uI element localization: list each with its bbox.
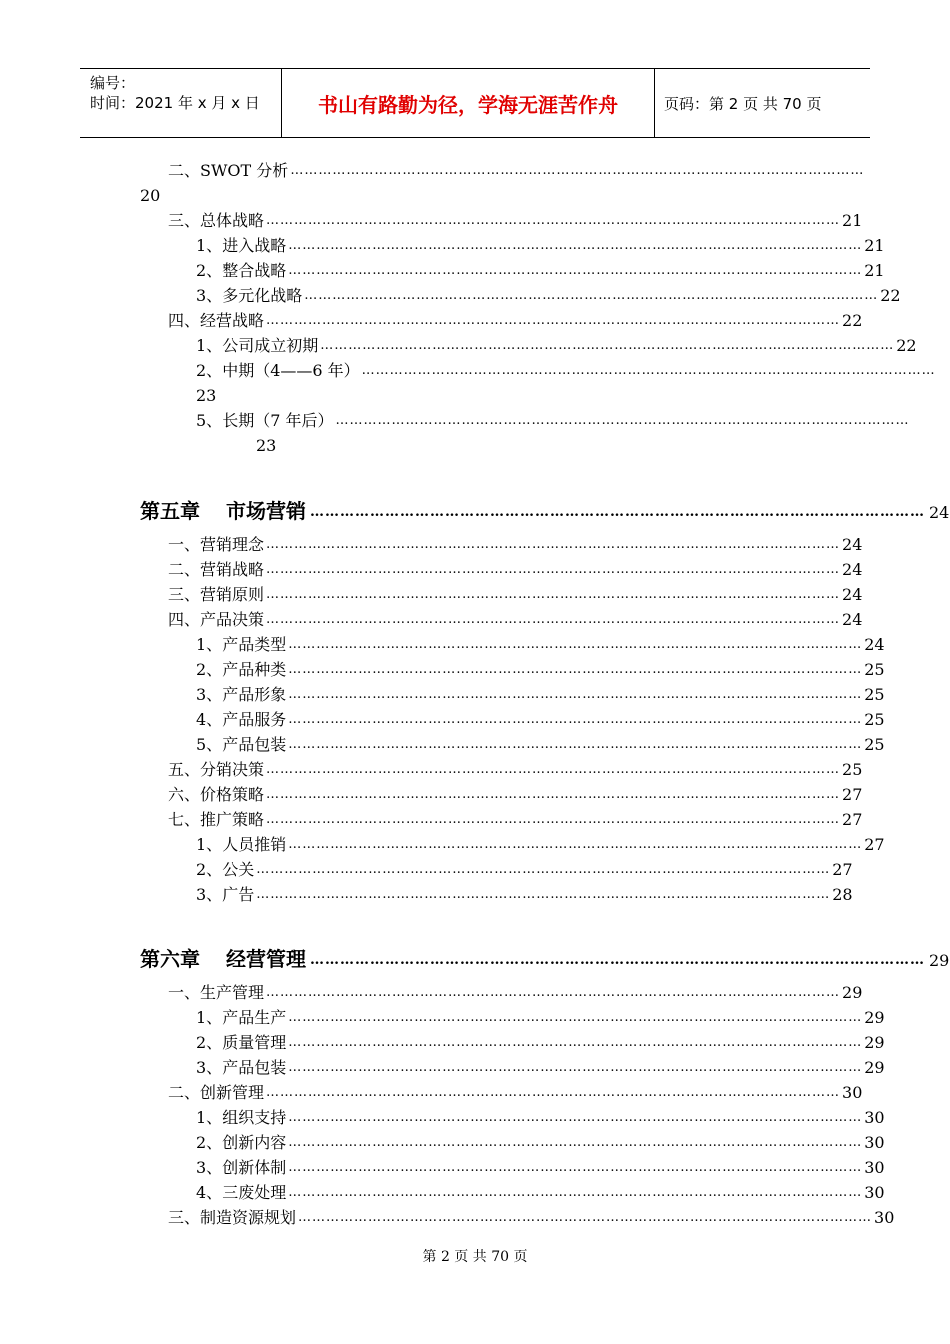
toc-entry-number: 1、 [196, 236, 223, 255]
toc-leader-dots: …………………………………………………………………………………………………………… [288, 1060, 863, 1075]
toc-leader-dots: …………………………………………………………………………………………………………… [320, 338, 895, 353]
toc-entry[interactable] [196, 358, 936, 405]
toc-entry-number: 1、 [196, 635, 223, 654]
toc-entry-page: 30 [864, 1133, 885, 1152]
toc-entry-number: 3、 [196, 1158, 223, 1177]
header-meta-cell [80, 69, 282, 137]
toc-leader-dots: …………………………………………………………………………………………………………… [288, 1185, 863, 1200]
toc-entry-number: 1、 [196, 336, 223, 355]
toc-entry-number: 三、 [168, 585, 201, 604]
toc-entry-title: 长期（7 年后） [222, 411, 334, 430]
toc-entry[interactable] [196, 408, 910, 455]
toc-entry-number: 2、 [196, 1133, 223, 1152]
toc-entry-number: 四、 [168, 311, 201, 330]
toc-entry-page: 25 [864, 685, 885, 704]
toc-leader-dots: …………………………………………………………………………………………………………… [288, 712, 863, 727]
toc-entry[interactable] [196, 732, 885, 757]
toc-entry-number: 5、 [196, 735, 223, 754]
toc-entry-title: 创新管理 [200, 1083, 265, 1102]
toc-entry-title: 公司成立初期 [222, 336, 319, 355]
toc-entry-title: 产品包装 [222, 1058, 287, 1077]
toc-entry-title: 价格策略 [200, 785, 265, 804]
toc-entry[interactable] [168, 980, 863, 1005]
toc-entry-title: 产品决策 [200, 610, 265, 629]
toc-entry-title: 整合战略 [222, 261, 287, 280]
chapter-number: 第五章 [140, 499, 200, 523]
toc-leader-dots: …………………………………………………………………………………………………………… [298, 1210, 873, 1225]
toc-entry[interactable] [168, 308, 863, 333]
toc-entry-title: 中期（4——6 年） [222, 361, 360, 380]
toc-entry-page: 27 [842, 785, 863, 804]
toc-entry[interactable] [196, 832, 885, 857]
toc-entry-page: 30 [864, 1108, 885, 1127]
chapter-page: 24 [929, 503, 950, 522]
toc-entry-page: 24 [842, 560, 863, 579]
toc-entry-title: 营销原则 [200, 585, 265, 604]
toc-leader-dots: …………………………………………………………………………………………………………… [266, 812, 841, 827]
toc-entry-page: 23 [196, 386, 217, 405]
toc-entry-number: 2、 [196, 660, 223, 679]
toc-entry-number: 3、 [196, 885, 223, 904]
toc-entry-page: 28 [832, 885, 853, 904]
toc-entry-title: 推广策略 [200, 810, 265, 829]
toc-entry-number: 二、 [168, 1083, 201, 1102]
toc-entry-title: 产品类型 [222, 635, 287, 654]
toc-entry-number: 1、 [196, 835, 223, 854]
toc-entry-title: 总体战略 [200, 211, 265, 230]
toc-entry-page: 25 [864, 660, 885, 679]
toc-entry[interactable] [168, 208, 863, 233]
toc-leader-dots: …………………………………………………………………………………………………………… [304, 288, 879, 303]
toc-entry-title: 组织支持 [222, 1108, 287, 1127]
toc-entry-page: 24 [842, 585, 863, 604]
toc-entry[interactable] [168, 607, 863, 632]
toc-entry-number: 七、 [168, 810, 201, 829]
toc-entry-title: 分销决策 [200, 760, 265, 779]
toc-entry-title: 产品包装 [222, 735, 287, 754]
toc-entry[interactable] [196, 707, 885, 732]
toc-leader-dots: …………………………………………………………………………………………………………… [256, 887, 831, 902]
toc-leader-dots: …………………………………………………………………………………………………………… [288, 263, 863, 278]
toc-entry[interactable] [168, 782, 863, 807]
toc-leader-dots: …………………………………………………………………………………………………………… [288, 662, 863, 677]
toc-leader-dots: …………………………………………………………………………………………………………… [288, 1135, 863, 1150]
toc-entry-title: 公关 [222, 860, 255, 879]
toc-entry-title: 产品形象 [222, 685, 287, 704]
toc-entry-title: 质量管理 [222, 1033, 287, 1052]
toc-entry-number: 2、 [196, 261, 223, 280]
toc-leader-dots: …………………………………………………………………………………………………………… [290, 163, 865, 178]
toc-entry-page: 30 [864, 1183, 885, 1202]
toc-leader-dots: …………………………………………………………………………………………………………… [266, 562, 841, 577]
toc-leader-dots: …………………………………………………………………………………………………………… [288, 1010, 863, 1025]
toc-entry-number: 3、 [196, 1058, 223, 1077]
toc-entry-page: 24 [842, 535, 863, 554]
toc-entry[interactable] [140, 158, 865, 205]
chapter-title: 经营管理 [226, 947, 306, 971]
toc-entry-title: 人员推销 [222, 835, 287, 854]
toc-entry-title: 生产管理 [200, 983, 265, 1002]
toc-entry-page: 22 [896, 336, 917, 355]
toc-entry-page: 27 [832, 860, 853, 879]
toc-leader-dots: …………………………………………………………………………………………………………… [266, 1085, 841, 1100]
toc-entry[interactable] [196, 1180, 885, 1205]
toc-entry-page: 25 [864, 710, 885, 729]
toc-entry-page: 21 [864, 236, 885, 255]
toc-leader-dots: …………………………………………………………………………………………………………… [266, 787, 841, 802]
toc-entry-number: 2、 [196, 860, 223, 879]
toc-chapter[interactable] [140, 940, 950, 972]
toc-entry-title: 产品种类 [222, 660, 287, 679]
toc-entry-number: 2、 [196, 361, 223, 380]
toc-entry-title: 营销战略 [200, 560, 265, 579]
toc-entry-number: 一、 [168, 535, 201, 554]
toc-entry-page: 29 [864, 1058, 885, 1077]
toc-entry-page: 24 [842, 610, 863, 629]
toc-entry-page: 27 [842, 810, 863, 829]
toc-leader-dots: …………………………………………………………………………………………………………… [288, 687, 863, 702]
toc-entry[interactable] [196, 1155, 885, 1180]
toc-entry-number: 5、 [196, 411, 223, 430]
toc-entry[interactable] [196, 1105, 885, 1130]
toc-entry-page: 25 [864, 735, 885, 754]
toc-entry-number: 三、 [168, 211, 201, 230]
toc-leader-dots: …………………………………………………………………………………………………………… [335, 413, 910, 428]
toc-entry-number: 二、 [168, 161, 201, 180]
toc-entry-number: 六、 [168, 785, 201, 804]
toc-entry[interactable] [168, 1080, 863, 1105]
page-footer: 第 2 页 共 70 页 [422, 1249, 528, 1265]
toc-entry-page: 30 [842, 1083, 863, 1102]
toc-entry[interactable] [196, 1030, 885, 1055]
chapter-page: 29 [929, 951, 950, 970]
toc-entry-page: 27 [864, 835, 885, 854]
toc-entry-page: 25 [842, 760, 863, 779]
toc-entry-page: 23 [256, 436, 277, 455]
toc-entry-page: 30 [874, 1208, 895, 1227]
toc-leader-dots: …………………………………………………………………………………………………………… [266, 985, 841, 1000]
toc-leader-dots: …………………………………………………………………………………………………………… [266, 762, 841, 777]
toc-entry-title: 创新内容 [222, 1133, 287, 1152]
toc-entry-page: 21 [864, 261, 885, 280]
toc-entry-number: 3、 [196, 685, 223, 704]
toc-entry[interactable] [196, 333, 917, 358]
toc-entry[interactable] [196, 857, 853, 882]
toc-entry[interactable] [196, 258, 885, 283]
toc-entry-number: 五、 [168, 760, 201, 779]
toc-leader-dots: …………………………………………………………………………………………………………… [288, 637, 863, 652]
toc-leader-dots: …………………………………………………………………………………………………………… [310, 952, 925, 968]
toc-leader-dots: …………………………………………………………………………………………………………… [266, 213, 841, 228]
toc-entry-page: 29 [842, 983, 863, 1002]
toc-entry[interactable] [196, 882, 853, 907]
toc-entry-page: 22 [842, 311, 863, 330]
toc-leader-dots: …………………………………………………………………………………………………………… [288, 1110, 863, 1125]
toc-entry-title: 制造资源规划 [200, 1208, 297, 1227]
serial-label: 编号： [90, 74, 136, 92]
toc-entry[interactable] [168, 557, 863, 582]
toc-entry[interactable] [196, 283, 901, 308]
toc-entry[interactable] [196, 632, 885, 657]
toc-entry[interactable] [168, 807, 863, 832]
toc-entry[interactable] [196, 1005, 885, 1030]
toc-entry-title: 产品生产 [222, 1008, 287, 1027]
toc-entry-page: 20 [140, 186, 161, 205]
toc-leader-dots: …………………………………………………………………………………………………………… [288, 737, 863, 752]
toc-leader-dots: …………………………………………………………………………………………………………… [266, 537, 841, 552]
toc-entry-page: 21 [842, 211, 863, 230]
toc-chapter[interactable] [140, 492, 950, 524]
toc-entry-number: 一、 [168, 983, 201, 1002]
toc-entry[interactable] [168, 582, 863, 607]
toc-entry-title: 营销理念 [200, 535, 265, 554]
toc-leader-dots: …………………………………………………………………………………………………………… [310, 504, 925, 520]
toc-entry-title: 进入战略 [222, 236, 287, 255]
toc-leader-dots: …………………………………………………………………………………………………………… [266, 313, 841, 328]
toc-entry-title: 广告 [222, 885, 255, 904]
toc-entry-number: 1、 [196, 1108, 223, 1127]
toc-entry-number: 2、 [196, 1033, 223, 1052]
toc-entry[interactable] [196, 657, 885, 682]
chapter-title: 市场营销 [226, 499, 306, 523]
toc-entry[interactable] [168, 1205, 895, 1230]
toc-entry-title: SWOT 分析 [200, 161, 289, 180]
toc-leader-dots: …………………………………………………………………………………………………………… [288, 1035, 863, 1050]
toc-entry-number: 二、 [168, 560, 201, 579]
page-header [80, 68, 870, 138]
toc-entry-page: 24 [864, 635, 885, 654]
toc-entry-title: 创新体制 [222, 1158, 287, 1177]
toc-leader-dots: …………………………………………………………………………………………………………… [266, 612, 841, 627]
toc-entry-number: 4、 [196, 710, 223, 729]
toc-entry[interactable] [196, 1130, 885, 1155]
toc-entry-page: 29 [864, 1008, 885, 1027]
toc-entry[interactable] [168, 757, 863, 782]
toc-leader-dots: …………………………………………………………………………………………………………… [288, 837, 863, 852]
toc-entry-page: 29 [864, 1033, 885, 1052]
chapter-number: 第六章 [140, 947, 200, 971]
toc-leader-dots: …………………………………………………………………………………………………………… [288, 238, 863, 253]
toc-leader-dots: …………………………………………………………………………………………………………… [256, 862, 831, 877]
header-page-info: 页码：第 2 页 共 70 页 [664, 94, 822, 113]
toc-entry[interactable] [168, 532, 863, 557]
toc-entry-number: 四、 [168, 610, 201, 629]
toc-entry-page: 30 [864, 1158, 885, 1177]
toc-entry[interactable] [196, 233, 885, 258]
toc-entry-number: 4、 [196, 1183, 223, 1202]
toc-entry[interactable] [196, 682, 885, 707]
toc-entry-page: 22 [880, 286, 901, 305]
toc-entry-title: 产品服务 [222, 710, 287, 729]
toc-entry-number: 三、 [168, 1208, 201, 1227]
date-label: 时间：2021 年 x 月 x 日 [90, 94, 260, 112]
toc-leader-dots: …………………………………………………………………………………………………………… [266, 587, 841, 602]
toc-entry-title: 经营战略 [200, 311, 265, 330]
toc-entry-title: 多元化战略 [222, 286, 303, 305]
toc-leader-dots: …………………………………………………………………………………………………………… [288, 1160, 863, 1175]
toc-entry[interactable] [196, 1055, 885, 1080]
header-motto: 书山有路勤为径，学海无涯苦作舟 [282, 69, 655, 137]
toc-entry-title: 三废处理 [222, 1183, 287, 1202]
toc-leader-dots: …………………………………………………………………………………………………………… [361, 363, 936, 378]
toc-entry-number: 3、 [196, 286, 223, 305]
toc-entry-number: 1、 [196, 1008, 223, 1027]
